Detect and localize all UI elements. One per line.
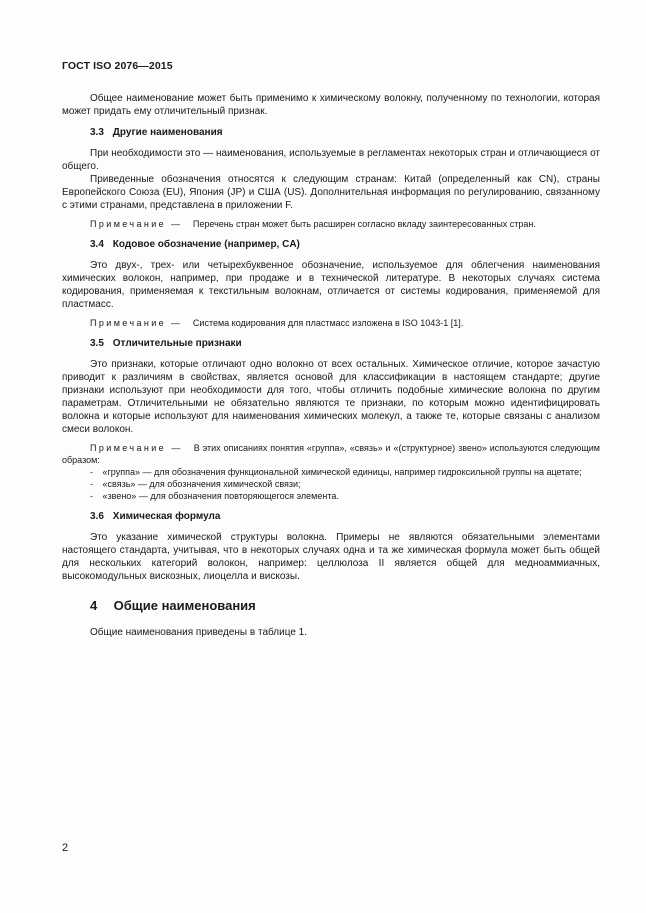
paragraph: Приведенные обозначения относятся к следующим странам: Китай (определенный как CN), страны Европейского Союза (EU), Япония (JP) и США (US). Дополнительная информация по регулированию, связанному с этими странами, представлена в приложении F. [62,174,600,211]
list-item [62,478,600,490]
page-number: 2 [62,842,69,854]
section-3-6-heading [62,510,600,523]
note [62,442,600,466]
section-number: 4 [90,598,98,613]
section-3-4-heading [62,238,600,251]
note-text: В этих описаниях понятия «группа», «связь» и «(структурное) звено» используются следующим образом: [62,443,600,465]
paragraph: Это указание химической структуры волокна. Примеры не являются обязательными элементами настоящего стандарта, учитывая, что в некоторых случаях одна и та же химическая формула может быть общей для нескольких категорий волокон, например: целлюлоза II является общей для медноаммиачных, высокомодульных вискозных, лиоцелла и вискозы. [62,532,600,582]
note-label: Примечание — [90,443,183,453]
list-item-text: «связь» — для обозначения химической связи; [102,479,301,489]
section-number: 3.3 [90,127,104,138]
document-body [62,92,600,639]
list-item [62,490,600,502]
section-number: 3.5 [90,338,104,349]
note-label: Примечание — [90,318,183,328]
section-title: Химическая формула [112,511,221,522]
section-number: 3.6 [90,511,104,522]
paragraph: Это признаки, которые отличают одно волокно от всех остальных. Химическое отличие, которое зачастую приводит к различиям в свойствах, является основой для классификации в настоящем стандарте; другие признаки используют при необходимости для того, чтобы отличить подобные химические волокна по другим параметрам. Отличительными не обязательно являются те признаки, по которым можно идентифицировать волокна и которые используют для наименования химических молекул, а также те, которые связаны с анализом смеси волокон. [62,359,600,435]
note-text: Перечень стран может быть расширен согласно вкладу заинтересованных стран. [192,219,536,229]
dash-marker: - [90,479,93,489]
note-text: Система кодирования для пластмасс изложена в ISO 1043-1 [1]. [192,318,464,328]
dash-marker: - [90,467,93,477]
section-3-5-heading [62,337,600,350]
section-title: Кодовое обозначение (например, CA) [112,239,300,250]
section-4-heading [62,599,600,612]
note [62,218,600,230]
paragraph: Это двух-, трех- или четырехбуквенное обозначение, используемое для облегчения наименования химических волокон, например, при продаже и в технической литературе. В некоторых случаях система кодирования, применяемая к текстильным волокнам, отличается от системы кодирования, применяемой для пластмасс. [62,260,600,310]
dash-marker: - [90,491,93,501]
section-title: Другие наименования [112,127,223,138]
list-item-text: «группа» — для обозначения функциональной химической единицы, например гидроксильной группы на ацетате; [102,467,582,477]
section-3-3-heading [62,126,600,139]
list-item-text: «звено» — для обозначения повторяющегося элемента. [102,491,339,501]
note [62,317,600,329]
paragraph: При необходимости это — наименования, используемые в регламентах некоторых стран и отличающиеся от общего. [62,148,600,172]
list-item [62,466,600,478]
document-header: ГОСТ ISO 2076—2015 [62,60,173,72]
paragraph: Общие наименования приведены в таблице 1. [90,627,308,638]
intro-paragraph: Общее наименование может быть применимо к химическому волокну, полученному по технологии, которая может придать ему отличительный признак. [62,93,600,117]
section-title: Общие наименования [113,598,256,613]
section-title: Отличительные признаки [112,338,242,349]
section-number: 3.4 [90,239,104,250]
note-label: Примечание — [90,219,183,229]
